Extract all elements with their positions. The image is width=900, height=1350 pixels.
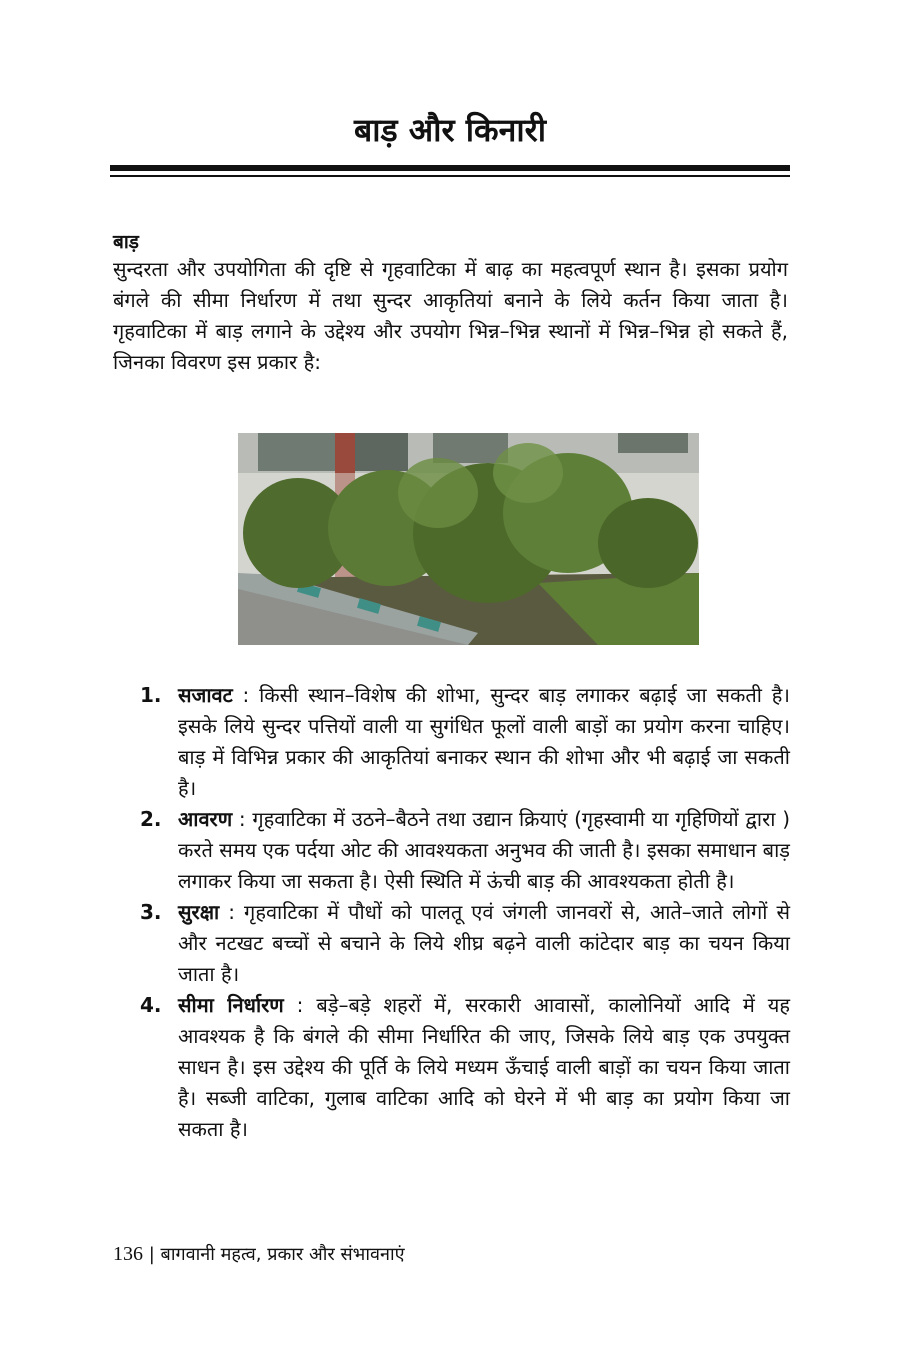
title-rule-thick [110, 165, 790, 171]
point-body [178, 897, 790, 990]
point-number: 4. [140, 993, 162, 1017]
point-description: : किसी स्थान–विशेष की शोभा, सुन्दर बाड़ लगाकर बढ़ाई जा सकती है। इसके लिये सुन्दर पत्तियों वाली या सुगंधित फूलों वाली बाड़ों का प्रयोग करना चाहिए। बाड़ में विभिन्न प्रकार की आकृतियां बनाकर स्थान की शोभा और भी बढ़ाई जा सकती है। [178, 683, 790, 800]
list-item [140, 897, 790, 990]
list-item [140, 804, 790, 897]
point-number: 1. [140, 683, 162, 707]
section-heading: बाड़ [113, 231, 139, 253]
point-number: 2. [140, 807, 162, 831]
point-term: सीमा निर्धारण [178, 993, 284, 1017]
point-body [178, 990, 790, 1145]
book-title: बागवानी महत्व, प्रकार और संभावनाएं [160, 1244, 405, 1265]
title-rule-thin [110, 175, 790, 177]
points-list [140, 680, 790, 1145]
page-number: 136 [113, 1243, 143, 1265]
point-term: आवरण [178, 807, 233, 831]
point-term: सजावट [178, 683, 233, 707]
intro-paragraph: सुन्दरता और उपयोगिता की दृष्टि से गृहवाटिका में बाढ़ का महत्वपूर्ण स्थान है। इसका प्रयोग बंगले की सीमा निर्धारण में तथा सुन्दर आकृतियां बनाने के लिये कर्तन किया जाता है। गृहवाटिका में बाड़ लगाने के उद्देश्य और उपयोग भिन्न–भिन्न स्थानों में भिन्न–भिन्न हो सकते हैं, जिनका विवरण इस प्रकार है: [113, 257, 788, 374]
point-description: : गृहवाटिका में उठने–बैठने तथा उद्यान क्रियाएं (गृहस्वामी या गृहिणियों द्वारा ) करते समय एक पर्दया ओट की आवश्यकता अनुभव की जाती है। इसका समाधान बाड़ लगाकर किया जा सकता है। ऐसी स्थिति में ऊंची बाड़ की आवश्यकता होती है। [178, 807, 790, 893]
point-body [178, 680, 790, 804]
page-footer [113, 1242, 405, 1266]
point-number: 3. [140, 900, 162, 924]
point-description: : गृहवाटिका में पौधों को पालतू एवं जंगली जानवरों से, आते–जाते लोगों से और नटखट बच्चों से बचाने के लिये शीघ्र बढ़ने वाली कांटेदार बाड़ का चयन किया जाता है। [178, 900, 790, 986]
page-title: बाड़ और किनारी [353, 111, 547, 149]
point-body [178, 804, 790, 897]
point-term: सुरक्षा [178, 900, 220, 924]
list-item [140, 680, 790, 804]
point-description: : बड़े–बड़े शहरों में, सरकारी आवासों, कालोनियों आदि में यह आवश्यक है कि बंगले की सीमा निर्धारित की जाए, जिसके लिये बाड़ एक उपयुक्त साधन है। इस उद्देश्य की पूर्ति के लिये मध्यम ऊँचाई वाली बाड़ों का चयन किया जाता है। सब्जी वाटिका, गुलाब वाटिका आदि को घेरने में भी बाड़ का प्रयोग किया जा सकता है। [178, 993, 790, 1141]
footer-separator: | [148, 1244, 155, 1265]
hedge-photo [238, 433, 699, 645]
list-item [140, 990, 790, 1145]
